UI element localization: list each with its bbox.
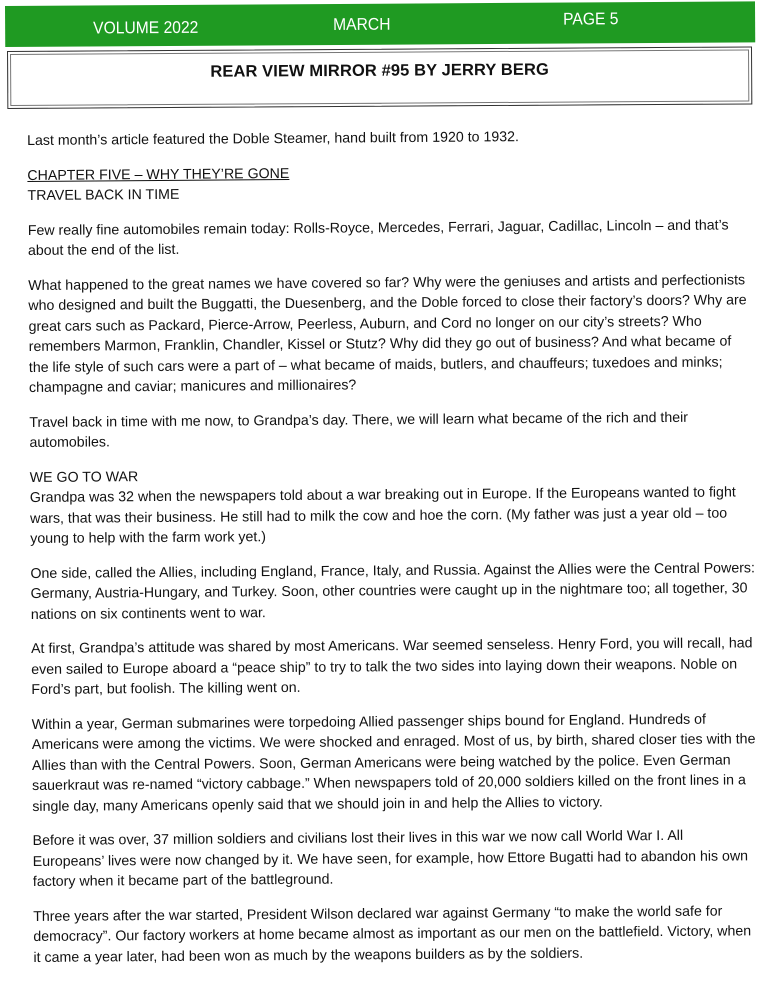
paragraph: At first, Grandpa’s attitude was shared by most Americans. War seemed senseless. Henry Ford, you will recall, had even sailed to Europe aboard a “peace ship” to try to talk the two sides into laying down their weapons. Noble on Ford’s part, but foolish. The killing went on. xyxy=(31,635,753,698)
section-heading-war: WE GO TO WAR xyxy=(29,468,139,486)
article-title: REAR VIEW MIRROR #95 BY JERRY BERG xyxy=(210,60,550,81)
paragraph: Grandpa was 32 when the newspapers told about a war breaking out in Europe. If the Europeans wanted to fight wars, that was their business. He still had to milk the cow and hoe the corn. (My father was just a year old – too young to help with the farm work yet.) xyxy=(29,484,736,547)
paragraph: One side, called the Allies, including England, France, Italy, and Russia. Against the Allies were the Central Powers: Germany, Austria-Hungary, and Turkey. Soon, other countries were caught up in the nightmare too; all together, 30 nations on six continents went to war. xyxy=(30,559,756,623)
month-label: MARCH xyxy=(333,14,391,34)
paragraph: Before it was over, 37 million soldiers and civilians lost their lives in this war we now call World War I. All Europeans’ lives were now changed by it. We have seen, for example, how Ettore Bugatti had to abandon his own factory when it became part of the battleground. xyxy=(32,827,749,890)
section-heading-travel: TRAVEL BACK IN TIME xyxy=(27,186,180,204)
volume-label: VOLUME 2022 xyxy=(93,17,199,38)
title-box xyxy=(7,46,752,109)
header-banner xyxy=(5,1,755,47)
paragraph: What happened to the great names we have covered so far? Why were the geniuses and artists and perfectionists who designed and built the Buggatti, the Duesenberg, and the Doble forced to close their factory’s doors? Why are great cars such as Packard, Pierce-Arrow, Peerless, Auburn, and Cord no longer on our city’s streets? Who remembers Marmon, Franklin, Chandler, Kissel or Stutz? Why did they go out of business? And what became of the life style of such cars were a part of – what became of maids, butlers, and chauffeurs; tuxedoes and minks; champagne and caviar; manicures and millionaires? xyxy=(28,271,747,396)
article-body xyxy=(27,125,759,982)
paragraph: Few really fine automobiles remain today: Rolls-Royce, Mercedes, Ferrari, Jaguar, Cadillac, Lincoln – and that’s about the end of the list. xyxy=(27,216,729,259)
intro-paragraph: Last month’s article featured the Doble Steamer, hand built from 1920 to 1932. xyxy=(27,129,520,149)
page-number: PAGE 5 xyxy=(563,9,619,29)
chapter-heading: CHAPTER FIVE – WHY THEY’RE GONE xyxy=(27,165,290,184)
paragraph: Within a year, German submarines were torpedoing Allied passenger ships bound for England. Hundreds of Americans were among the victims. We were shocked and enraged. Most of us, by birth, shared closer ties with the Allies than with the Central Powers. Soon, German Americans were being watched by the police. Even German sauerkraut was re-named “victory cabbage.” When newspapers told of 20,000 soldiers killed on the front lines in a single day, many Americans openly said that we should join in and help the Allies to victory. xyxy=(31,711,756,815)
paragraph: Three years after the war started, President Wilson declared war against Germany “to make the world safe for democracy”. Our factory workers at home became almost as important as our men on the battlefield. Victory, when it came a year later, had been won as much by the weapons builders as by the soldiers. xyxy=(33,903,752,966)
paragraph: Travel back in time with me now, to Grandpa’s day. There, we will learn what became of the rich and their automobiles. xyxy=(29,409,689,451)
